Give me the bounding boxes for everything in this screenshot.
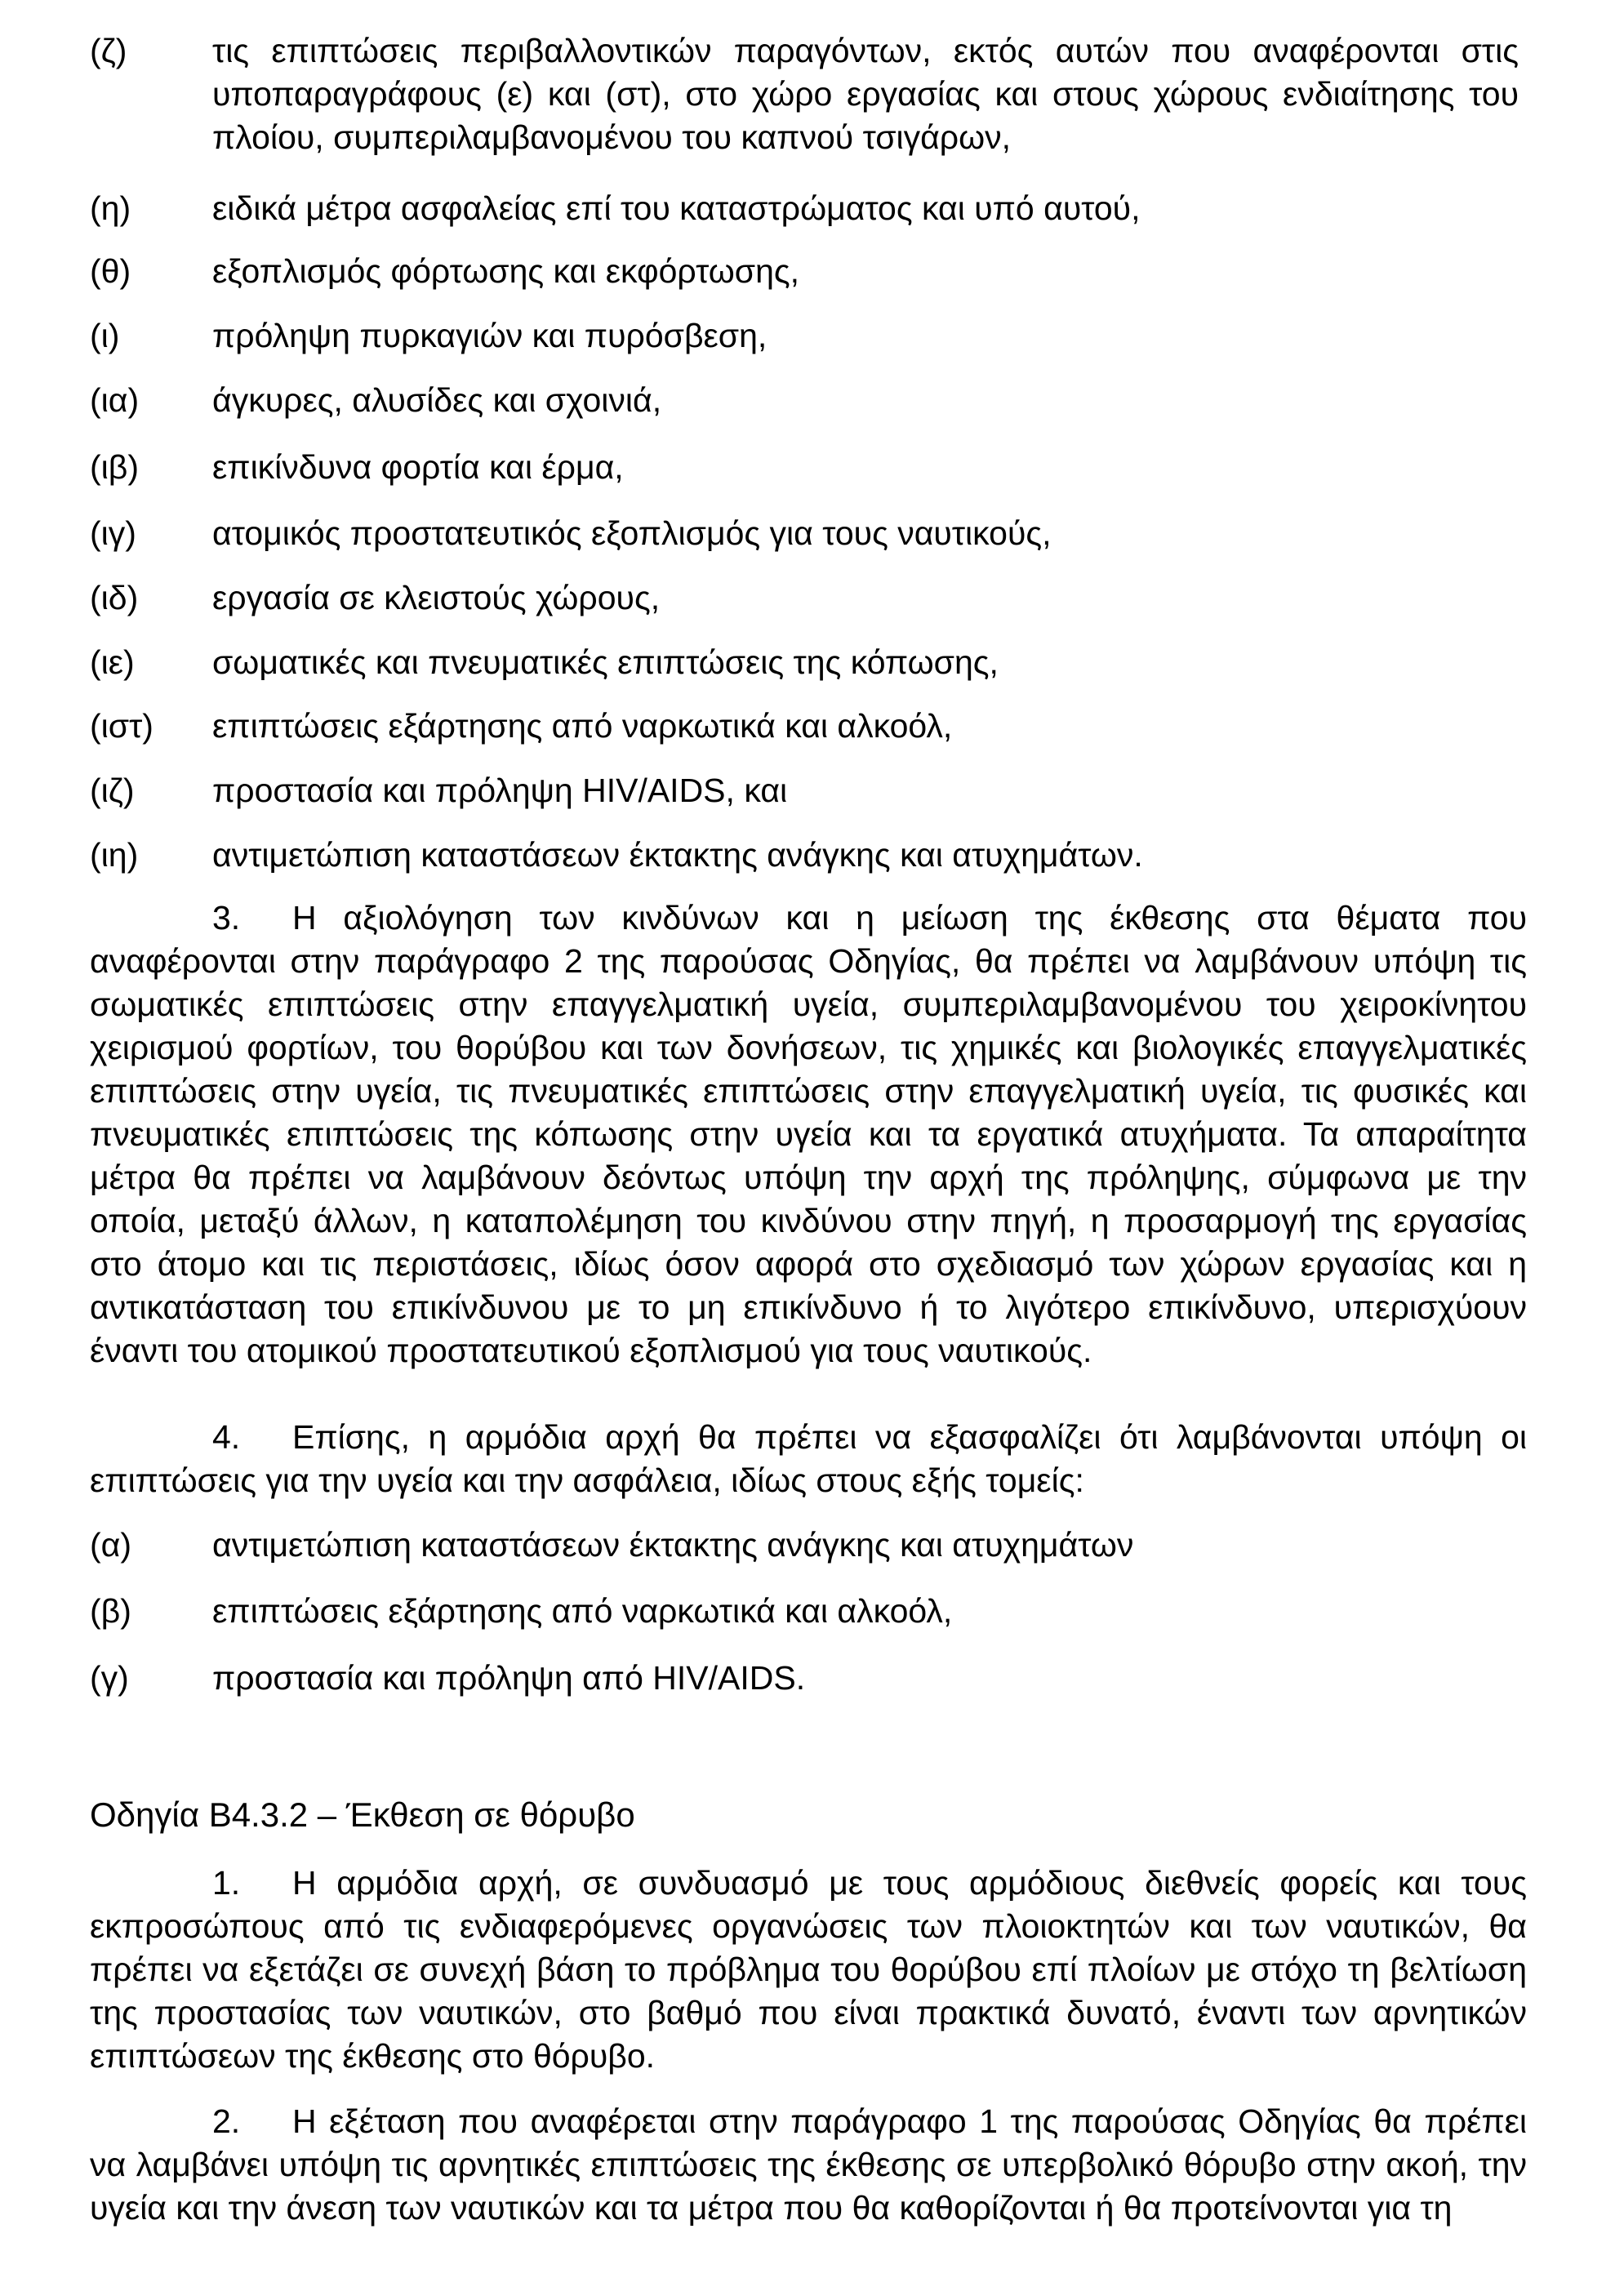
list-item-text: ατομικός προστατευτικός εξοπλισμός για τους ναυτικούς,	[212, 514, 1052, 552]
list-item-text: ειδικά μέτρα ασφαλείας επί του καταστρώματος και υπό αυτού,	[212, 189, 1141, 227]
list-item-text: προστασία και πρόληψη από HIV/AIDS.	[212, 1659, 806, 1697]
paragraph-number: 2.	[212, 2102, 241, 2140]
list-item-text: τις επιπτώσεις περιβαλλοντικών παραγόντων, εκτός αυτών που αναφέρονται στις υποπαραγράφους (ε) και (στ), στο χώρο εργασίας και στους χώρους ενδιαίτησης του πλοίου, συμπεριλαμβανομένου του καπνού τσιγάρων,	[212, 32, 1519, 156]
list-item-label: (ιη)	[90, 836, 139, 874]
list-item-label: (ιγ)	[90, 514, 136, 552]
list-item-text: επιπτώσεις εξάρτησης από ναρκωτικά και αλκοόλ,	[212, 707, 953, 745]
list-item-label: (η)	[90, 189, 131, 227]
paragraph-3	[90, 896, 1527, 1373]
paragraph-number: 1.	[212, 1864, 241, 1902]
list-item-label: (γ)	[90, 1659, 129, 1697]
paragraph-number: 4.	[212, 1418, 241, 1456]
paragraph-text: Η εξέταση που αναφέρεται στην παράγραφο 1 της παρούσας Οδηγίας θα πρέπει να λαμβάνει υπόψη τις αρνητικές επιπτώσεις της έκθεσης σε υπερβολικό θόρυβο στην ακοή, την υγεία και την άνεση των ναυτικών και τα μέτρα που θα καθορίζονται ή θα προτείνονται για τη	[90, 2102, 1527, 2227]
list-item-text: εξοπλισμός φόρτωσης και εκφόρτωσης,	[212, 252, 800, 290]
paragraph-number: 3.	[212, 899, 241, 937]
paragraph-text: Η αξιολόγηση των κινδύνων και η μείωση της έκθεσης στα θέματα που αναφέρονται στην παράγραφο 2 της παρούσας Οδηγίας, θα πρέπει να λαμβάνουν υπόψη τις σωματικές επιπτώσεις στην επαγγελματική υγεία, συμπεριλαμβανομένου του χειροκίνητου χειρισμού φορτίων, του θορύβου και των δονήσεων, τις χημικές και βιολογικές επαγγελματικές επιπτώσεις στην υγεία, τις πνευματικές επιπτώσεις στην επαγγελματική υγεία, τις φυσικές και πνευματικές επιπτώσεις της κόπωσης στην υγεία και τα εργατικά ατυχήματα. Τα απαραίτητα μέτρα θα πρέπει να λαμβάνουν δεόντως υπόψη την αρχή της πρόληψης, σύμφωνα με την οποία, μεταξύ άλλων, η καταπολέμηση του κινδύνου στην πηγή, η προσαρμογή της εργασίας στο άτομο και τις περιστάσεις, ιδίως όσον αφορά στο σχεδιασμό των χώρων εργασίας και η αντικατάσταση του επικίνδυνου με το μη επικίνδυνο ή το λιγότερο επικίνδυνο, υπερισχύουν έναντι του ατομικού προστατευτικού εξοπλισμού για τους ναυτικούς.	[90, 899, 1527, 1369]
list-item-text: επιπτώσεις εξάρτησης από ναρκωτικά και αλκοόλ,	[212, 1592, 953, 1630]
list-item-label: (ιδ)	[90, 579, 139, 616]
list-item-label: (ιστ)	[90, 707, 154, 745]
list-item-text: πρόληψη πυρκαγιών και πυρόσβεση,	[212, 317, 768, 354]
section-paragraph-2	[90, 2100, 1527, 2230]
list-item-label: (ιζ)	[90, 772, 135, 809]
list-item-label: (ι)	[90, 317, 120, 354]
list-item-label: (ιβ)	[90, 448, 139, 486]
list-item-text: αντιμετώπιση καταστάσεων έκτακτης ανάγκης και ατυχημάτων.	[212, 836, 1143, 874]
section-paragraph-1	[90, 1862, 1527, 2078]
list-item-text: άγκυρες, αλυσίδες και σχοινιά,	[212, 381, 662, 419]
list-item-label: (α)	[90, 1526, 132, 1564]
paragraph-4	[90, 1416, 1527, 1502]
list-item-label: (θ)	[90, 252, 131, 290]
list-item-text: εργασία σε κλειστούς χώρους,	[212, 579, 661, 616]
list-item-text: επικίνδυνα φορτία και έρμα,	[212, 448, 624, 486]
section-heading: Οδηγία Β4.3.2 – Έκθεση σε θόρυβο	[90, 1795, 635, 1834]
list-item-label: (ια)	[90, 381, 140, 419]
list-item-label: (ζ)	[90, 32, 127, 69]
paragraph-text: Η αρμόδια αρχή, σε συνδυασμό με τους αρμόδιους διεθνείς φορείς και τους εκπροσώπους από τις ενδιαφερόμενες οργανώσεις των πλοιοκτητών και των ναυτικών, θα πρέπει να εξετάζει σε συνεχή βάση το πρόβλημα του θορύβου επί πλοίων με στόχο τη βελτίωση της προστασίας των ναυτικών, στο βαθμό που είναι πρακτικά δυνατό, έναντι των αρνητικών επιπτώσεων της έκθεσης στο θόρυβο.	[90, 1864, 1527, 2075]
list-item-label: (β)	[90, 1592, 131, 1630]
list-item-text: προστασία και πρόληψη HIV/AIDS, και	[212, 772, 788, 809]
list-item-text: αντιμετώπιση καταστάσεων έκτακτης ανάγκης και ατυχημάτων	[212, 1526, 1134, 1564]
paragraph-text: Επίσης, η αρμόδια αρχή θα πρέπει να εξασφαλίζει ότι λαμβάνονται υπόψη οι επιπτώσεις για την υγεία και την ασφάλεια, ιδίως στους εξής τομείς:	[90, 1418, 1527, 1499]
list-item-text: σωματικές και πνευματικές επιπτώσεις της κόπωσης,	[212, 643, 999, 681]
list-item-label: (ιε)	[90, 643, 135, 681]
